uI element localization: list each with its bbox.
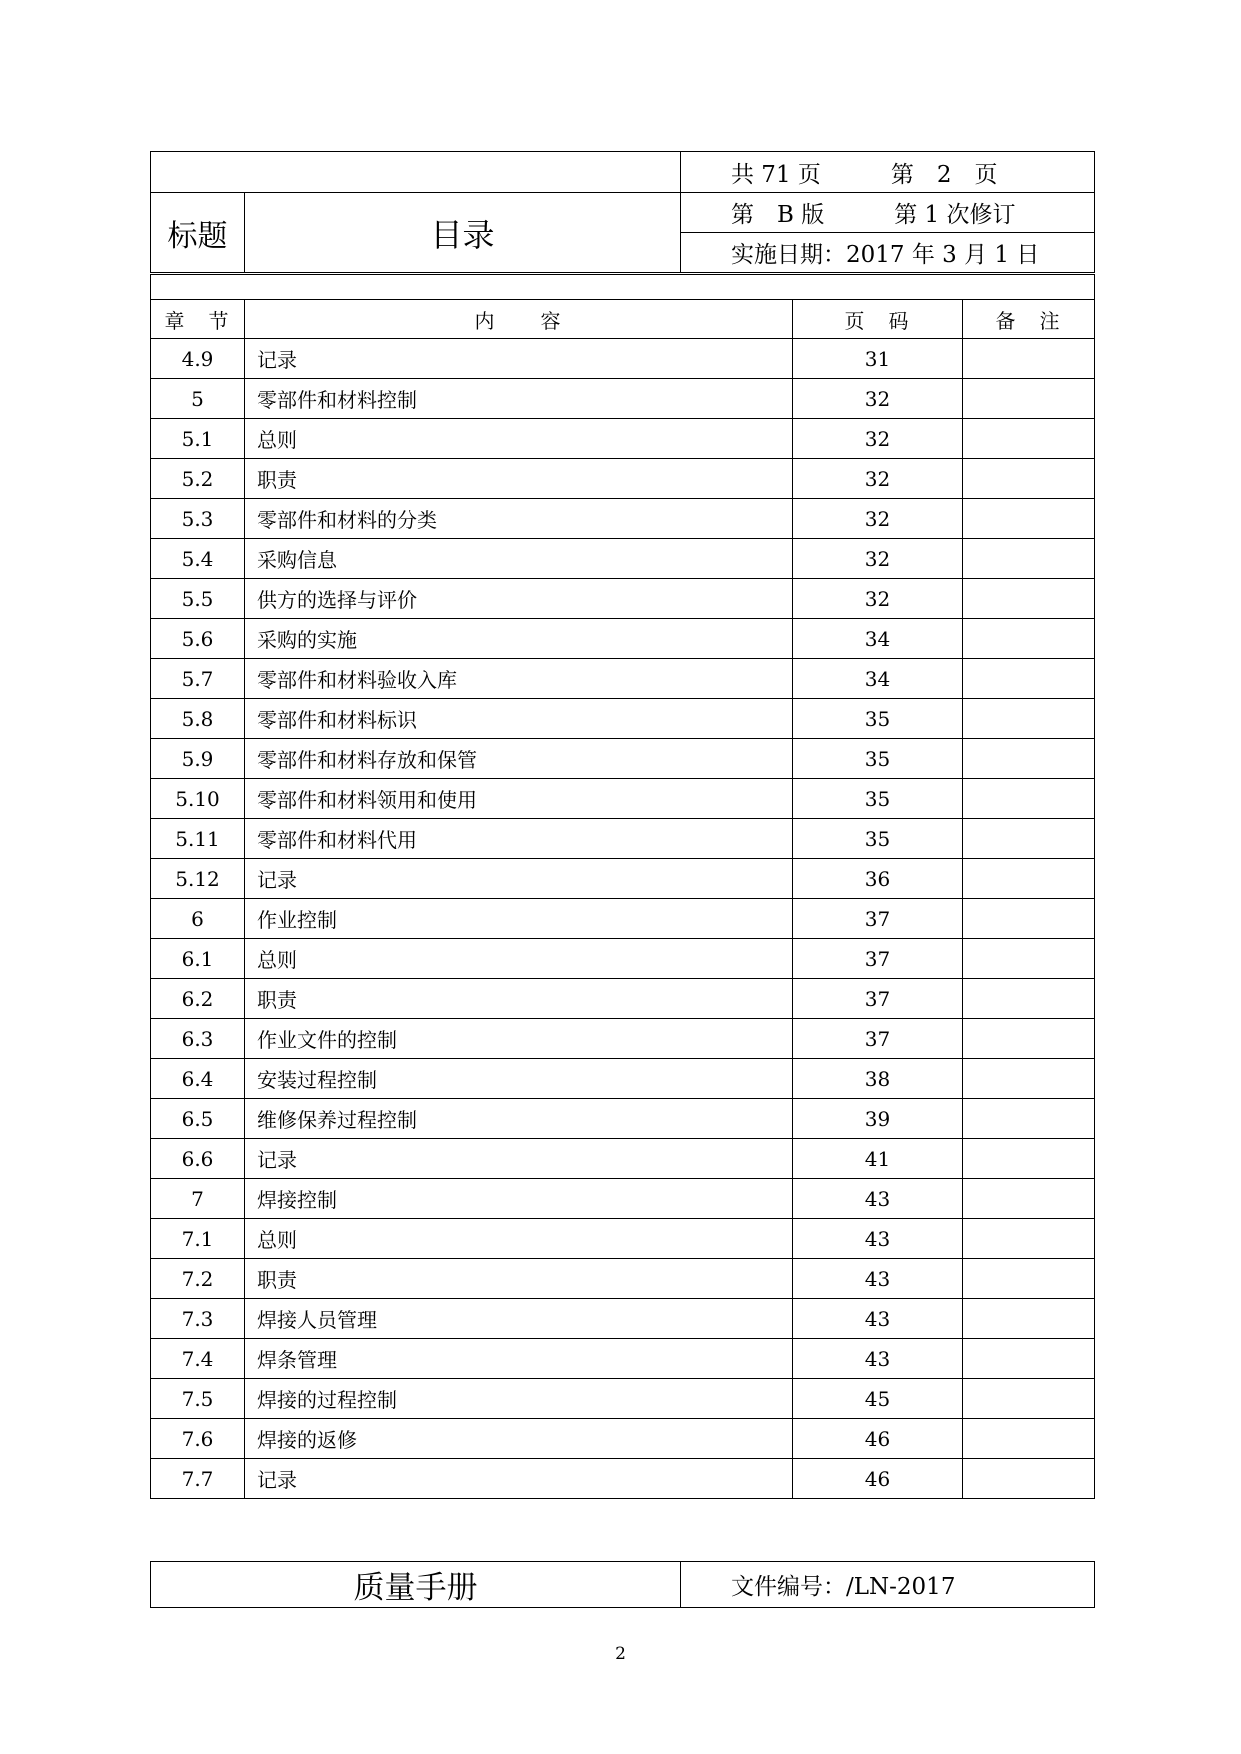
- column-header-page: 页 码: [793, 300, 963, 339]
- toc-chapter-number: 7: [151, 1179, 245, 1219]
- toc-chapter-number: 5: [151, 379, 245, 419]
- toc-note: [963, 979, 1095, 1019]
- toc-note: [963, 1299, 1095, 1339]
- title-label: 标题: [151, 193, 245, 273]
- toc-page-number: 38: [793, 1059, 963, 1099]
- toc-chapter-number: 7.7: [151, 1459, 245, 1499]
- toc-entry-title: 总则: [245, 939, 793, 979]
- header-blank-cell: [151, 152, 681, 193]
- toc-entry-title: 焊接的过程控制: [245, 1379, 793, 1419]
- toc-page-number: 43: [793, 1259, 963, 1299]
- table-row: [151, 779, 1095, 819]
- page-number: 2: [615, 1644, 626, 1664]
- toc-entry-title: 作业控制: [245, 899, 793, 939]
- toc-entry-title: 零部件和材料领用和使用: [245, 779, 793, 819]
- toc-page-number: 43: [793, 1219, 963, 1259]
- toc-page-number: 32: [793, 499, 963, 539]
- toc-chapter-number: 5.6: [151, 619, 245, 659]
- toc-chapter-number: 6.6: [151, 1139, 245, 1179]
- table-row: [151, 1219, 1095, 1259]
- toc-chapter-number: 5.1: [151, 419, 245, 459]
- manual-name: 质量手册: [151, 1562, 681, 1608]
- document-footer: [150, 1561, 1095, 1608]
- table-row: [151, 1259, 1095, 1299]
- page-count-cell: [681, 152, 1095, 193]
- column-header-note: 备 注: [963, 300, 1095, 339]
- toc-entry-title: 职责: [245, 979, 793, 1019]
- toc-chapter-number: 5.8: [151, 699, 245, 739]
- toc-page-number: 35: [793, 739, 963, 779]
- toc-page-number: 32: [793, 379, 963, 419]
- table-row: [151, 1419, 1095, 1459]
- toc-chapter-number: 5.11: [151, 819, 245, 859]
- toc-page-number: 35: [793, 819, 963, 859]
- toc-chapter-number: 5.7: [151, 659, 245, 699]
- toc-note: [963, 859, 1095, 899]
- table-row: [151, 499, 1095, 539]
- table-row: [151, 579, 1095, 619]
- toc-note: [963, 539, 1095, 579]
- table-row: [151, 739, 1095, 779]
- toc-note: [963, 1179, 1095, 1219]
- toc-note: [963, 619, 1095, 659]
- toc-chapter-number: 5.4: [151, 539, 245, 579]
- table-row: [151, 1019, 1095, 1059]
- toc-entry-title: 焊条管理: [245, 1339, 793, 1379]
- toc-entry-title: 作业文件的控制: [245, 1019, 793, 1059]
- toc-page-number: 46: [793, 1459, 963, 1499]
- table-row: [151, 699, 1095, 739]
- toc-page-number: 32: [793, 459, 963, 499]
- toc-entry-title: 焊接的返修: [245, 1419, 793, 1459]
- toc-chapter-number: 6.5: [151, 1099, 245, 1139]
- table-row: [151, 939, 1095, 979]
- toc-chapter-number: 6.4: [151, 1059, 245, 1099]
- toc-entry-title: 采购的实施: [245, 619, 793, 659]
- document-number: 文件编号：/LN-2017: [681, 1562, 1095, 1608]
- toc-entry-title: 记录: [245, 1139, 793, 1179]
- table-row: [151, 539, 1095, 579]
- toc-entry-title: 记录: [245, 339, 793, 379]
- toc-entry-title: 总则: [245, 1219, 793, 1259]
- toc-page-number: 46: [793, 1419, 963, 1459]
- table-row: [151, 1339, 1095, 1379]
- toc-chapter-number: 5.10: [151, 779, 245, 819]
- toc-entry-title: 焊接控制: [245, 1179, 793, 1219]
- effective-date: 实施日期：2017 年 3 月 1 日: [681, 233, 1095, 273]
- toc-entry-title: 零部件和材料验收入库: [245, 659, 793, 699]
- document-title: 目录: [245, 193, 681, 273]
- table-row: [151, 659, 1095, 699]
- toc-spacer-cell: [151, 275, 1095, 300]
- toc-page-number: 43: [793, 1179, 963, 1219]
- toc-note: [963, 1459, 1095, 1499]
- table-row: [151, 1099, 1095, 1139]
- toc-chapter-number: 7.1: [151, 1219, 245, 1259]
- toc-note: [963, 499, 1095, 539]
- toc-chapter-number: 5.2: [151, 459, 245, 499]
- toc-chapter-number: 7.6: [151, 1419, 245, 1459]
- toc-page-number: 45: [793, 1379, 963, 1419]
- toc-page-number: 35: [793, 699, 963, 739]
- toc-entry-title: 零部件和材料存放和保管: [245, 739, 793, 779]
- toc-spacer-row: [151, 275, 1095, 300]
- toc-entry-title: 零部件和材料的分类: [245, 499, 793, 539]
- toc-note: [963, 1379, 1095, 1419]
- toc-note: [963, 579, 1095, 619]
- toc-page-number: 37: [793, 899, 963, 939]
- total-pages: 共 71 页: [731, 161, 821, 188]
- toc-entry-title: 维修保养过程控制: [245, 1099, 793, 1139]
- toc-page-number: 36: [793, 859, 963, 899]
- table-row: [151, 819, 1095, 859]
- table-row: [151, 1179, 1095, 1219]
- toc-chapter-number: 5.12: [151, 859, 245, 899]
- toc-chapter-number: 6.1: [151, 939, 245, 979]
- toc-entry-title: 总则: [245, 419, 793, 459]
- toc-note: [963, 379, 1095, 419]
- toc-page-number: 37: [793, 939, 963, 979]
- toc-chapter-number: 7.4: [151, 1339, 245, 1379]
- toc-page-number: 41: [793, 1139, 963, 1179]
- toc-chapter-number: 5.5: [151, 579, 245, 619]
- toc-note: [963, 939, 1095, 979]
- toc-page-number: 32: [793, 539, 963, 579]
- toc-table: [150, 274, 1095, 1499]
- toc-page-number: 43: [793, 1339, 963, 1379]
- table-row: [151, 1139, 1095, 1179]
- toc-page-number: 43: [793, 1299, 963, 1339]
- table-row: [151, 619, 1095, 659]
- table-row: [151, 1459, 1095, 1499]
- table-row: [151, 339, 1095, 379]
- toc-page-number: 35: [793, 779, 963, 819]
- toc-chapter-number: 5.3: [151, 499, 245, 539]
- table-row: [151, 859, 1095, 899]
- toc-note: [963, 1019, 1095, 1059]
- toc-note: [963, 1339, 1095, 1379]
- toc-page-number: 32: [793, 579, 963, 619]
- edition-cell: [681, 193, 1095, 233]
- toc-note: [963, 1419, 1095, 1459]
- table-row: [151, 419, 1095, 459]
- toc-note: [963, 819, 1095, 859]
- toc-entry-title: 供方的选择与评价: [245, 579, 793, 619]
- toc-entry-title: 零部件和材料控制: [245, 379, 793, 419]
- toc-chapter-number: 7.2: [151, 1259, 245, 1299]
- toc-note: [963, 339, 1095, 379]
- current-page: 第 2 页: [890, 161, 998, 188]
- toc-header-row: [151, 300, 1095, 339]
- table-row: [151, 1299, 1095, 1339]
- toc-page-number: 32: [793, 419, 963, 459]
- toc-note: [963, 659, 1095, 699]
- toc-chapter-number: 4.9: [151, 339, 245, 379]
- toc-page-number: 37: [793, 979, 963, 1019]
- column-header-content: 内 容: [245, 300, 793, 339]
- toc-note: [963, 1219, 1095, 1259]
- toc-note: [963, 899, 1095, 939]
- table-row: [151, 899, 1095, 939]
- toc-chapter-number: 7.3: [151, 1299, 245, 1339]
- document-header: [150, 151, 1095, 273]
- toc-entry-title: 安装过程控制: [245, 1059, 793, 1099]
- toc-chapter-number: 6: [151, 899, 245, 939]
- toc-note: [963, 1259, 1095, 1299]
- toc-entry-title: 职责: [245, 1259, 793, 1299]
- toc-page-number: 34: [793, 659, 963, 699]
- toc-note: [963, 779, 1095, 819]
- column-header-chapter: 章 节: [151, 300, 245, 339]
- toc-entry-title: 记录: [245, 859, 793, 899]
- toc-entry-title: 采购信息: [245, 539, 793, 579]
- table-row: [151, 459, 1095, 499]
- toc-chapter-number: 5.9: [151, 739, 245, 779]
- toc-note: [963, 459, 1095, 499]
- toc-page-number: 34: [793, 619, 963, 659]
- toc-chapter-number: 6.3: [151, 1019, 245, 1059]
- toc-chapter-number: 6.2: [151, 979, 245, 1019]
- table-row: [151, 1379, 1095, 1419]
- revision: 第 1 次修订: [894, 202, 1016, 228]
- toc-note: [963, 1139, 1095, 1179]
- toc-page-number: 39: [793, 1099, 963, 1139]
- toc-note: [963, 1059, 1095, 1099]
- table-row: [151, 1059, 1095, 1099]
- toc-entry-title: 零部件和材料标识: [245, 699, 793, 739]
- toc-entry-title: 零部件和材料代用: [245, 819, 793, 859]
- toc-entry-title: 焊接人员管理: [245, 1299, 793, 1339]
- toc-entry-title: 记录: [245, 1459, 793, 1499]
- toc-note: [963, 419, 1095, 459]
- edition: 第 B 版: [731, 202, 825, 228]
- toc-chapter-number: 7.5: [151, 1379, 245, 1419]
- table-row: [151, 979, 1095, 1019]
- table-row: [151, 379, 1095, 419]
- toc-page-number: 31: [793, 339, 963, 379]
- toc-page-number: 37: [793, 1019, 963, 1059]
- toc-note: [963, 1099, 1095, 1139]
- toc-note: [963, 699, 1095, 739]
- toc-entry-title: 职责: [245, 459, 793, 499]
- toc-note: [963, 739, 1095, 779]
